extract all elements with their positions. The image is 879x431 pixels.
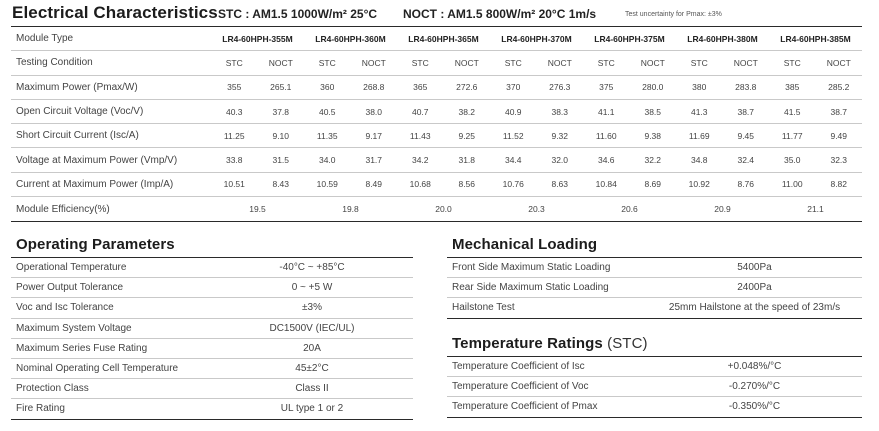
spec-label: Short Circuit Current (Isc/A) (11, 124, 211, 148)
spec-value: 355 (211, 75, 258, 99)
spec-value: 365 (397, 75, 444, 99)
spec-value: 265.1 (258, 75, 305, 99)
spec-value: 38.5 (630, 99, 677, 123)
temperature-title-text: Temperature Ratings (452, 335, 603, 352)
spec-value: 38.7 (816, 99, 863, 123)
condition-noct: NOCT (258, 51, 305, 75)
efficiency-value: 20.9 (676, 197, 769, 222)
operating-value: DC1500V (IEC/UL) (211, 318, 413, 338)
operating-label: Operational Temperature (11, 258, 211, 278)
model-name: LR4-60HPH-380M (676, 27, 769, 51)
operating-value: ±3% (211, 298, 413, 318)
efficiency-value: 19.8 (304, 197, 397, 222)
spec-value: 11.35 (304, 124, 351, 148)
operating-row (11, 318, 413, 338)
spec-row (11, 99, 862, 123)
spec-label: Open Circuit Voltage (Voc/V) (11, 99, 211, 123)
spec-value: 38.0 (351, 99, 398, 123)
condition-noct: NOCT (723, 51, 770, 75)
condition-noct: NOCT (351, 51, 398, 75)
spec-value: 11.43 (397, 124, 444, 148)
spec-value: 37.8 (258, 99, 305, 123)
operating-table (11, 257, 413, 420)
efficiency-row (11, 197, 862, 222)
spec-value: 33.8 (211, 148, 258, 172)
mechanical-row (447, 278, 862, 298)
spec-value: 34.0 (304, 148, 351, 172)
spec-value: 10.84 (583, 172, 630, 196)
condition-stc: STC (397, 51, 444, 75)
operating-value: 0 ~ +5 W (211, 278, 413, 298)
operating-title: Operating Parameters (16, 236, 175, 253)
spec-value: 32.4 (723, 148, 770, 172)
operating-label: Nominal Operating Cell Temperature (11, 358, 211, 378)
spec-value: 375 (583, 75, 630, 99)
spec-value: 41.5 (769, 99, 816, 123)
operating-value: UL type 1 or 2 (211, 399, 413, 419)
mechanical-row (447, 258, 862, 278)
spec-value: 8.49 (351, 172, 398, 196)
spec-value: 40.7 (397, 99, 444, 123)
noct-condition: NOCT : AM1.5 800W/m² 20°C 1m/s (403, 7, 597, 21)
spec-row (11, 124, 862, 148)
operating-row (11, 278, 413, 298)
spec-value: 9.49 (816, 124, 863, 148)
efficiency-value: 20.6 (583, 197, 676, 222)
operating-value: -40°C ~ +85°C (211, 258, 413, 278)
electrical-table (11, 26, 862, 222)
spec-value: 11.25 (211, 124, 258, 148)
spec-row (11, 148, 862, 172)
spec-value: 276.3 (537, 75, 584, 99)
spec-value: 32.3 (816, 148, 863, 172)
spec-value: 31.5 (258, 148, 305, 172)
condition-stc: STC (211, 51, 258, 75)
mechanical-label: Hailstone Test (447, 298, 647, 318)
spec-value: 32.0 (537, 148, 584, 172)
spec-value: 11.60 (583, 124, 630, 148)
temperature-value: +0.048%/°C (647, 357, 862, 377)
spec-value: 9.45 (723, 124, 770, 148)
spec-value: 41.3 (676, 99, 723, 123)
model-name: LR4-60HPH-370M (490, 27, 583, 51)
spec-value: 38.2 (444, 99, 491, 123)
spec-value: 10.76 (490, 172, 537, 196)
mechanical-table (447, 257, 862, 319)
condition-stc: STC (676, 51, 723, 75)
spec-value: 370 (490, 75, 537, 99)
spec-value: 11.00 (769, 172, 816, 196)
stc-condition: STC : AM1.5 1000W/m² 25°C (218, 7, 378, 21)
operating-label: Protection Class (11, 379, 211, 399)
efficiency-value: 19.5 (211, 197, 304, 222)
spec-value: 34.6 (583, 148, 630, 172)
spec-value: 41.1 (583, 99, 630, 123)
spec-value: 10.51 (211, 172, 258, 196)
condition-noct: NOCT (537, 51, 584, 75)
spec-value: 8.82 (816, 172, 863, 196)
spec-value: 38.7 (723, 99, 770, 123)
spec-value: 280.0 (630, 75, 677, 99)
operating-label: Power Output Tolerance (11, 278, 211, 298)
spec-value: 34.2 (397, 148, 444, 172)
operating-label: Fire Rating (11, 399, 211, 419)
temperature-title (452, 335, 648, 352)
spec-value: 35.0 (769, 148, 816, 172)
mechanical-row (447, 298, 862, 318)
spec-value: 9.38 (630, 124, 677, 148)
spec-value: 34.4 (490, 148, 537, 172)
spec-value: 11.52 (490, 124, 537, 148)
mechanical-label: Rear Side Maximum Static Loading (447, 278, 647, 298)
model-name: LR4-60HPH-355M (211, 27, 304, 51)
spec-label: Current at Maximum Power (Imp/A) (11, 172, 211, 196)
efficiency-value: 20.3 (490, 197, 583, 222)
spec-value: 40.5 (304, 99, 351, 123)
operating-label: Voc and Isc Tolerance (11, 298, 211, 318)
mechanical-value: 2400Pa (647, 278, 862, 298)
spec-value: 8.63 (537, 172, 584, 196)
spec-value: 8.76 (723, 172, 770, 196)
spec-value: 10.68 (397, 172, 444, 196)
condition-stc: STC (490, 51, 537, 75)
operating-row (11, 338, 413, 358)
spec-value: 40.3 (211, 99, 258, 123)
spec-value: 10.92 (676, 172, 723, 196)
efficiency-label: Module Efficiency(%) (11, 197, 211, 222)
electrical-title: Electrical Characteristics (12, 3, 218, 22)
condition-noct: NOCT (816, 51, 863, 75)
spec-value: 31.8 (444, 148, 491, 172)
efficiency-value: 21.1 (769, 197, 862, 222)
mechanical-title: Mechanical Loading (452, 236, 598, 253)
spec-value: 10.59 (304, 172, 351, 196)
model-name: LR4-60HPH-365M (397, 27, 490, 51)
spec-value: 8.69 (630, 172, 677, 196)
condition-stc: STC (304, 51, 351, 75)
spec-value: 8.56 (444, 172, 491, 196)
temperature-label: Temperature Coefficient of Pmax (447, 397, 647, 417)
operating-label: Maximum System Voltage (11, 318, 211, 338)
operating-row (11, 358, 413, 378)
spec-row (11, 75, 862, 99)
temperature-value: -0.350%/°C (647, 397, 862, 417)
spec-value: 38.3 (537, 99, 584, 123)
mechanical-value: 25mm Hailstone at the speed of 23m/s (647, 298, 862, 318)
uncertainty-note: Test uncertainty for Pmax: ±3% (625, 11, 722, 18)
spec-row (11, 172, 862, 196)
mechanical-label: Front Side Maximum Static Loading (447, 258, 647, 278)
operating-value: Class II (211, 379, 413, 399)
module-type-row (11, 27, 862, 51)
temperature-label: Temperature Coefficient of Isc (447, 357, 647, 377)
spec-value: 272.6 (444, 75, 491, 99)
operating-label: Maximum Series Fuse Rating (11, 338, 211, 358)
temperature-row (447, 357, 862, 377)
spec-value: 8.43 (258, 172, 305, 196)
temperature-row (447, 397, 862, 417)
condition-stc: STC (583, 51, 630, 75)
temperature-label: Temperature Coefficient of Voc (447, 377, 647, 397)
efficiency-value: 20.0 (397, 197, 490, 222)
spec-value: 360 (304, 75, 351, 99)
mechanical-value: 5400Pa (647, 258, 862, 278)
spec-value: 385 (769, 75, 816, 99)
operating-row (11, 399, 413, 419)
spec-value: 40.9 (490, 99, 537, 123)
condition-noct: NOCT (630, 51, 677, 75)
spec-value: 9.17 (351, 124, 398, 148)
temperature-row (447, 377, 862, 397)
temperature-subtitle: (STC) (607, 335, 648, 352)
temperature-table (447, 356, 862, 418)
operating-row (11, 258, 413, 278)
operating-row (11, 298, 413, 318)
spec-value: 9.32 (537, 124, 584, 148)
spec-value: 380 (676, 75, 723, 99)
temperature-value: -0.270%/°C (647, 377, 862, 397)
spec-label: Voltage at Maximum Power (Vmp/V) (11, 148, 211, 172)
model-name: LR4-60HPH-375M (583, 27, 676, 51)
spec-value: 31.7 (351, 148, 398, 172)
spec-label: Maximum Power (Pmax/W) (11, 75, 211, 99)
testing-condition-row (11, 51, 862, 75)
spec-value: 11.77 (769, 124, 816, 148)
operating-value: 45±2°C (211, 358, 413, 378)
model-name: LR4-60HPH-360M (304, 27, 397, 51)
condition-stc: STC (769, 51, 816, 75)
spec-value: 285.2 (816, 75, 863, 99)
model-name: LR4-60HPH-385M (769, 27, 862, 51)
spec-value: 9.10 (258, 124, 305, 148)
testing-condition-label: Testing Condition (11, 51, 211, 75)
operating-row (11, 379, 413, 399)
spec-value: 34.8 (676, 148, 723, 172)
spec-value: 32.2 (630, 148, 677, 172)
spec-value: 268.8 (351, 75, 398, 99)
condition-noct: NOCT (444, 51, 491, 75)
spec-value: 9.25 (444, 124, 491, 148)
spec-value: 283.8 (723, 75, 770, 99)
module-type-label: Module Type (11, 27, 211, 51)
spec-value: 11.69 (676, 124, 723, 148)
operating-value: 20A (211, 338, 413, 358)
